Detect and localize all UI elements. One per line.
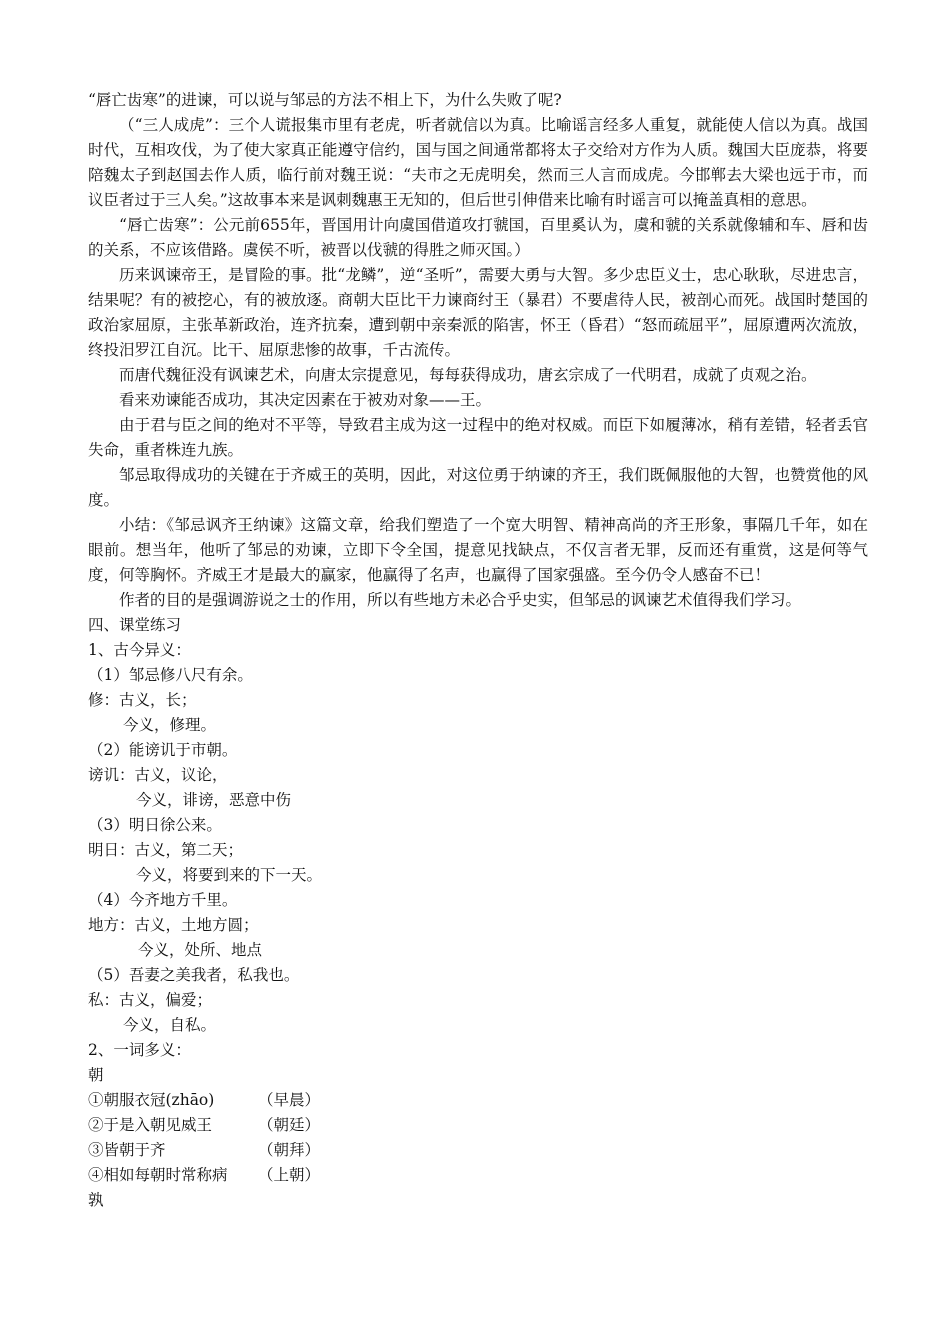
question-1: （1）邹忌修八尺有余。 (88, 666, 253, 684)
question-4-modern: 今义，处所、地点 (138, 941, 263, 959)
question-2-modern: 今义，诽谤，恶意中伤 (136, 791, 292, 809)
paragraph-intro: “唇亡齿寒”的进谏，可以说与邹忌的方法不相上下，为什么失败了呢? (88, 91, 562, 109)
paragraph-summary: 小结：《邹忌讽齐王纳谏》这篇文章，给我们塑造了一个宽大明智、精神高尚的齐王形象，事隔几千年，如在眼前。想当年，他听了邹忌的劝谏，立即下令全国，提意见找缺点，不仅言者无罪，反而还有重赏，这是何等气度，何等胸怀。齐威王才是最大的赢家，他赢得了名声，也赢得了国家强盛。至今仍令人感奋不已！ (88, 516, 868, 584)
question-1-modern: 今义，修理。 (123, 716, 217, 734)
list-item (88, 1113, 868, 1138)
word-chao: 朝 (88, 1066, 104, 1084)
document-page (88, 88, 868, 1213)
list-item (88, 1163, 868, 1188)
paragraph-author-purpose: 作者的目的是强调游说之士的作用，所以有些地方未必合乎史实，但邹忌的讽谏艺术值得我们学习。 (119, 591, 802, 609)
paragraph-wei-zheng: 而唐代魏征没有讽谏艺术，向唐太宗提意见，每每获得成功，唐玄宗成了一代明君，成就了贞观之治。 (119, 366, 817, 384)
paragraph-three-men-tiger: （“三人成虎”：三个人谎报集市里有老虎，听者就信以为真。比喻谣言经多人重复，就能使人信以为真。战国时代，互相攻伐，为了使大家真正能遵守信约，国与国之间通常都将太子交给对方作为人质。魏国大臣庞恭，将要陪魏太子到赵国去作人质，临行前对魏王说：“夫市之无虎明矣，然而三人言而成虎。今邯郸去大梁也远于市，而议臣者过于三人矣。”这故事本来是讽刺魏惠王无知的，但后世引伸借来比喻有时谣言可以掩盖真相的意思。 (88, 116, 868, 209)
question-2-ancient: 谤讥：古义，议论， (88, 766, 228, 784)
question-5: （5）吾妻之美我者，私我也。 (88, 966, 300, 984)
item-text: ①朝服衣冠(zhāo) (88, 1091, 215, 1109)
question-5-ancient: 私：古义，偏爱； (88, 991, 213, 1009)
question-5-modern: 今义，自私。 (123, 1016, 217, 1034)
item-meaning: （上朝） (258, 1166, 321, 1184)
item-text: ②于是入朝见威王 (88, 1116, 213, 1134)
question-4-ancient: 地方：古义，土地方圆； (88, 916, 259, 934)
list-item (88, 1138, 868, 1163)
question-3-ancient: 明日：古义，第二天； (88, 841, 244, 859)
item-meaning: （早晨） (258, 1091, 321, 1109)
list-item (88, 1088, 868, 1113)
question-4: （4）今齐地方千里。 (88, 891, 238, 909)
item-meaning: （朝廷） (258, 1116, 321, 1134)
paragraph-inequality: 由于君与臣之间的绝对不平等，导致君主成为这一过程中的绝对权威。而臣下如履薄冰，稍有差错，轻者丢官失命，重者株连九族。 (88, 416, 868, 459)
paragraph-decisive-factor: 看来劝谏能否成功，其决定因素在于被劝对象——王。 (119, 391, 492, 409)
question-3: （3）明日徐公来。 (88, 816, 222, 834)
item-text: ③皆朝于齐 (88, 1141, 166, 1159)
section-heading-exercise: 四、课堂练习 (88, 616, 182, 634)
question-2: （2）能谤讥于市朝。 (88, 741, 238, 759)
subheading-ancient-modern: 1、古今异义： (88, 641, 191, 659)
subheading-polysemy: 2、一词多义： (88, 1041, 191, 1059)
word-shu: 孰 (88, 1191, 104, 1209)
paragraph-lips-teeth: “唇亡齿寒”：公元前655年，晋国用计向虞国借道攻打虢国，百里奚认为，虞和虢的关系就像辅和车、唇和齿的关系，不应该借路。虞侯不听，被晋以伐虢的得胜之师灭国。） (88, 216, 868, 259)
item-text: ④相如每朝时常称病 (88, 1166, 228, 1184)
question-1-ancient: 修：古义，长； (88, 691, 197, 709)
paragraph-key-to-success: 邹忌取得成功的关键在于齐威王的英明，因此，对这位勇于纳谏的齐王，我们既佩服他的大智，也赞赏他的风度。 (88, 466, 868, 509)
item-meaning: （朝拜） (258, 1141, 321, 1159)
paragraph-remonstrance-history: 历来讽谏帝王，是冒险的事。批“龙鳞”，逆“圣听”，需要大勇与大智。多少忠臣义士，忠心耿耿，尽进忠言，结果呢？有的被挖心，有的被放逐。商朝大臣比干力谏商纣王（暴君）不要虐待人民，被剖心而死。战国时楚国的政治家屈原，主张革新政治，连齐抗秦，遭到朝中亲秦派的陷害，怀王（昏君）“怒而疏屈平”，屈原遭两次流放，终投汨罗江自沉。比干、屈原悲惨的故事，千古流传。 (88, 266, 868, 359)
question-3-modern: 今义，将要到来的下一天。 (136, 866, 323, 884)
